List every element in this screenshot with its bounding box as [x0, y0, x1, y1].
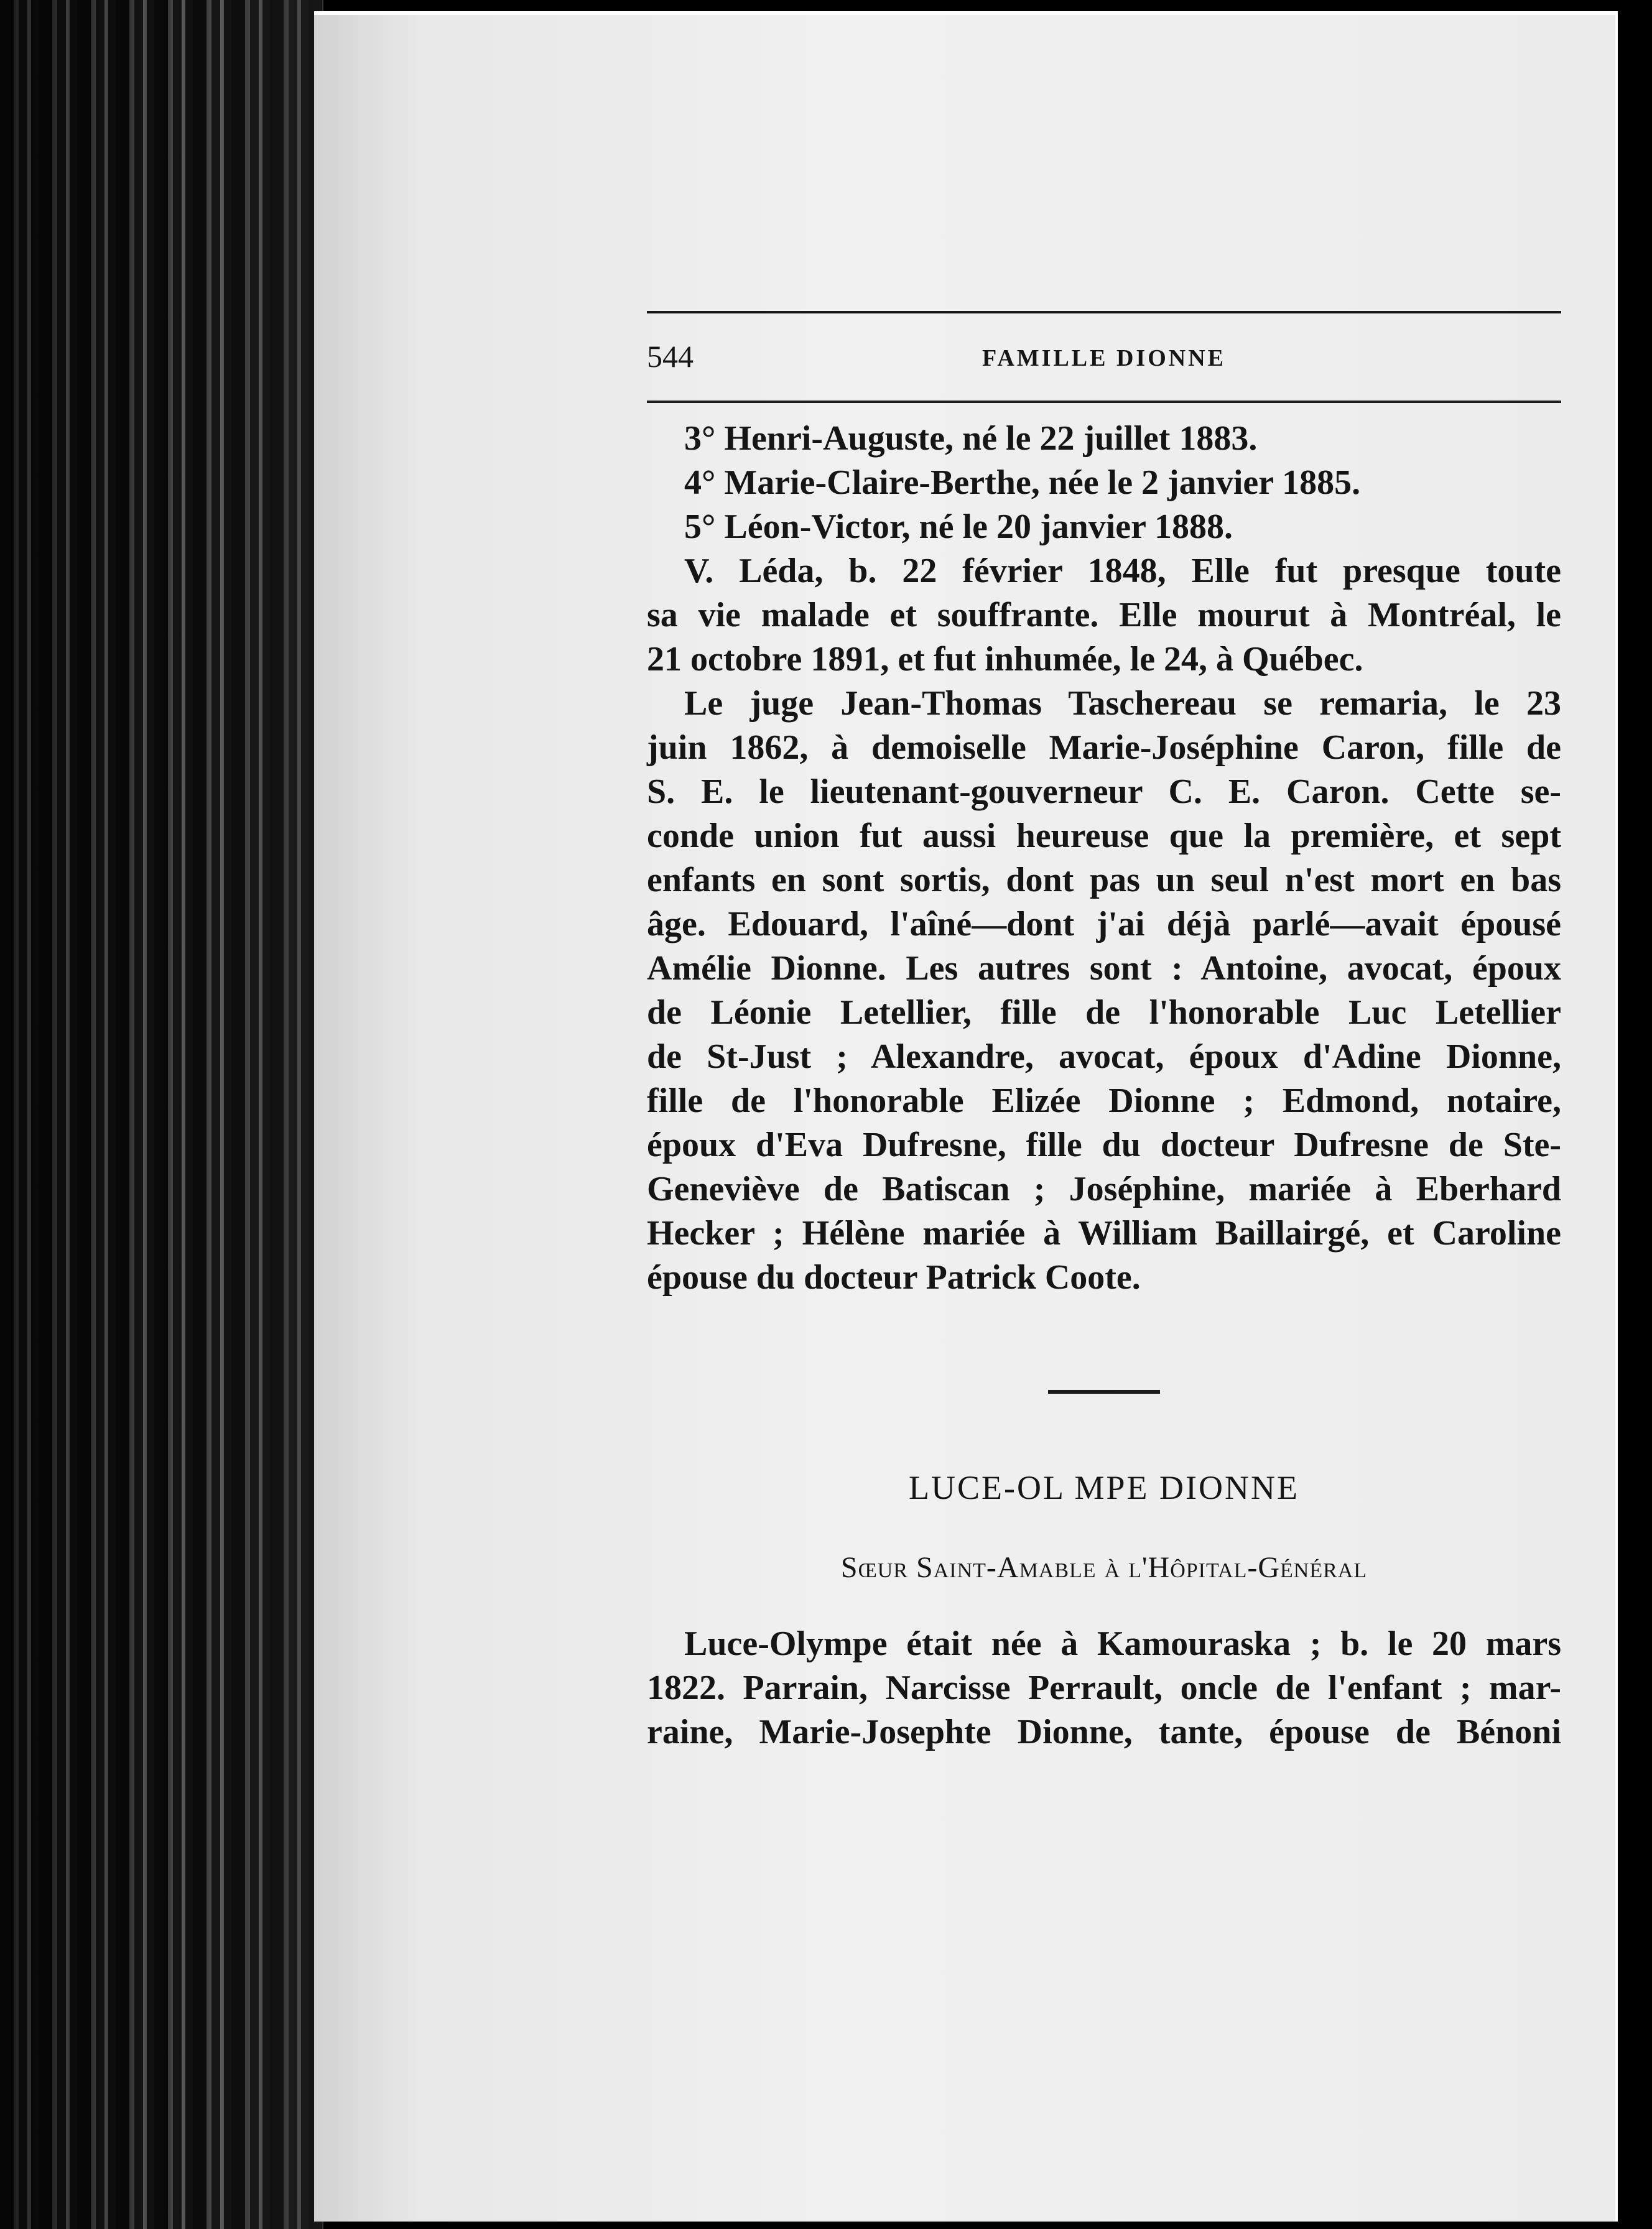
text-line: Amélie Dionne. Les autres sont : Antoine, avocat, époux [647, 949, 1561, 988]
text-line: Luce-Olympe était née à Kamouraska ; b. le 20 mars [684, 1624, 1561, 1663]
text-line: 3° Henri-Auguste, né le 22 juillet 1883. [684, 419, 1258, 458]
book-page-edges [0, 0, 323, 2229]
text-line: raine, Marie-Josephte Dionne, tante, épouse de Bénoni [647, 1713, 1561, 1751]
text-line: 5° Léon-Victor, né le 20 janvier 1888. [684, 507, 1233, 546]
scan-border [1618, 0, 1652, 2229]
page-text [647, 311, 1561, 1754]
text-line: Le juge Jean-Thomas Taschereau se remaria, le 23 [684, 684, 1561, 723]
text-line: fille de l'honorable Elizée Dionne ; Edmond, notaire, [647, 1082, 1561, 1120]
header-bottom-rule [647, 401, 1561, 403]
text-line: sa vie malade et souffrante. Elle mourut à Montréal, le [647, 596, 1561, 634]
text-line: époux d'Eva Dufresne, fille du docteur Dufresne de Ste- [647, 1126, 1561, 1164]
section-subtitle: Sœur Saint-Amable à l'Hôpital-Général [840, 1551, 1368, 1584]
text-line: Hecker ; Hélène mariée à William Baillairgé, et Caroline [647, 1214, 1561, 1253]
page-number: 544 [647, 339, 694, 374]
text-line: juin 1862, à demoiselle Marie-Joséphine Caron, fille de [647, 728, 1561, 767]
text-line: Geneviève de Batiscan ; Joséphine, mariée à Eberhard [647, 1170, 1561, 1208]
text-line: 1822. Parrain, Narcisse Perrault, oncle de l'enfant ; mar- [647, 1669, 1561, 1707]
text-line: V. Léda, b. 22 février 1848, Elle fut presque toute [684, 552, 1561, 590]
section-separator [1048, 1390, 1160, 1394]
text-line: de Léonie Letellier, fille de l'honorable Luc Letellier [647, 993, 1561, 1032]
text-line: épouse du docteur Patrick Coote. [647, 1258, 1141, 1297]
text-line: S. E. le lieutenant-gouverneur C. E. Caron. Cette se- [647, 772, 1561, 811]
text-line: âge. Edouard, l'aîné—dont j'ai déjà parlé—avait épousé [647, 905, 1561, 943]
text-line: 21 octobre 1891, et fut inhumée, le 24, à Québec. [647, 640, 1363, 679]
text-line: enfants en sont sortis, dont pas un seul n'est mort en bas [647, 861, 1561, 899]
text-line: conde union fut aussi heureuse que la première, et sept [647, 817, 1561, 855]
first-text-block [647, 417, 1561, 1300]
section-title: LUCE-OL MPE DIONNE [909, 1469, 1299, 1506]
running-title: FAMILLE DIONNE [981, 345, 1227, 371]
running-head [647, 313, 1561, 401]
section-text-block [647, 1622, 1561, 1754]
text-line: 4° Marie-Claire-Berthe, née le 2 janvier 1885. [684, 463, 1361, 502]
text-line: de St-Just ; Alexandre, avocat, époux d'Adine Dionne, [647, 1037, 1561, 1076]
